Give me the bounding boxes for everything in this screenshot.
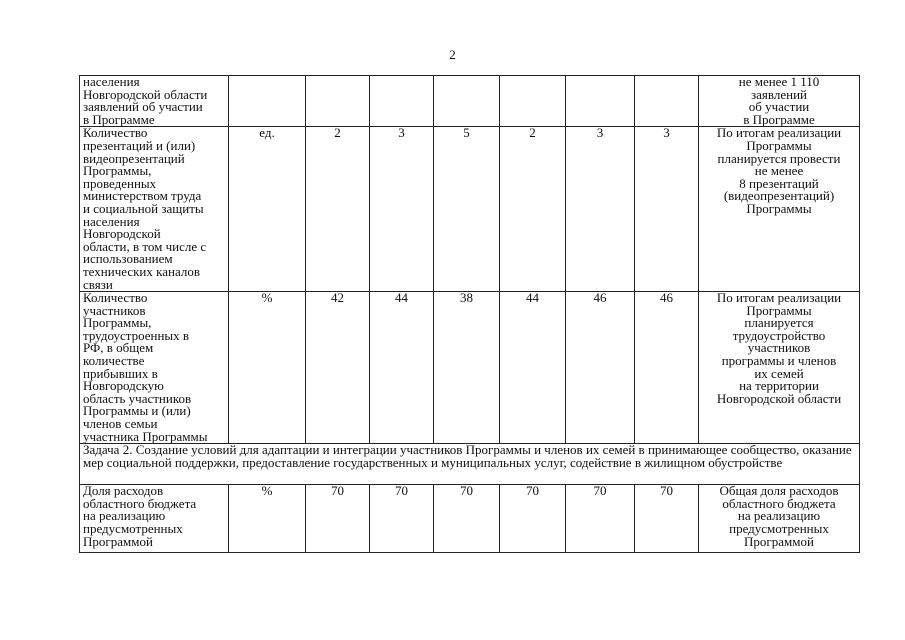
value-cell: 70 bbox=[566, 485, 635, 553]
indicators-table bbox=[79, 75, 860, 553]
page-number: 2 bbox=[449, 47, 456, 62]
value-cell: 46 bbox=[566, 292, 635, 444]
unit-cell: ед. bbox=[229, 127, 306, 292]
value-cell: 70 bbox=[370, 485, 434, 553]
value-cell: 2 bbox=[500, 127, 566, 292]
unit-cell bbox=[229, 76, 306, 127]
value-cell: 3 bbox=[370, 127, 434, 292]
value-cell: 70 bbox=[434, 485, 500, 553]
indicator-cell: Количество участников Программы, трудоустроенных в РФ, в общем количестве прибывших в Новгородскую область участников Программы и (или) членов семьи участника Программы bbox=[80, 292, 229, 444]
value-cell: 3 bbox=[635, 127, 699, 292]
value-cell bbox=[370, 76, 434, 127]
value-cell bbox=[434, 76, 500, 127]
value-cell bbox=[306, 76, 370, 127]
note-cell: не менее 1 110 заявлений об участии в Программе bbox=[699, 76, 860, 127]
unit-cell: % bbox=[229, 485, 306, 553]
unit-cell: % bbox=[229, 292, 306, 444]
value-cell: 5 bbox=[434, 127, 500, 292]
value-cell bbox=[500, 76, 566, 127]
value-cell: 38 bbox=[434, 292, 500, 444]
indicator-cell: Количество презентаций и (или) видеопрезентаций Программы, проведенных министерством труда и социальной защиты населения Новгородской области, в том числе с использованием технических каналов связи bbox=[80, 127, 229, 292]
value-cell: 44 bbox=[370, 292, 434, 444]
value-cell: 42 bbox=[306, 292, 370, 444]
task-heading: Задача 2. Создание условий для адаптации и интеграции участников Программы и членов их семей в принимающее сообщество, оказание мер социальной поддержки, предоставление государственных и муниципальных услуг, содействие в жилищном обустройстве bbox=[80, 444, 860, 485]
note-cell: Общая доля расходов областного бюджета на реализацию предусмотренных Программой bbox=[699, 485, 860, 553]
table-row bbox=[80, 127, 860, 292]
value-cell: 46 bbox=[635, 292, 699, 444]
task-row bbox=[80, 444, 860, 485]
table-row bbox=[80, 76, 860, 127]
table-row bbox=[80, 485, 860, 553]
value-cell: 44 bbox=[500, 292, 566, 444]
note-cell: По итогам реализации Программы планируется трудоустройство участников программы и членов их семей на территории Новгородской области bbox=[699, 292, 860, 444]
value-cell bbox=[635, 76, 699, 127]
value-cell: 70 bbox=[635, 485, 699, 553]
indicator-cell: Доля расходов областного бюджета на реализацию предусмотренных Программой bbox=[80, 485, 229, 553]
table-row bbox=[80, 292, 860, 444]
value-cell: 70 bbox=[500, 485, 566, 553]
value-cell: 3 bbox=[566, 127, 635, 292]
value-cell bbox=[566, 76, 635, 127]
value-cell: 70 bbox=[306, 485, 370, 553]
note-cell: По итогам реализации Программы планируется провести не менее 8 презентаций (видеопрезентаций) Программы bbox=[699, 127, 860, 292]
value-cell: 2 bbox=[306, 127, 370, 292]
indicator-cell: населения Новгородской области заявлений об участии в Программе bbox=[80, 76, 229, 127]
